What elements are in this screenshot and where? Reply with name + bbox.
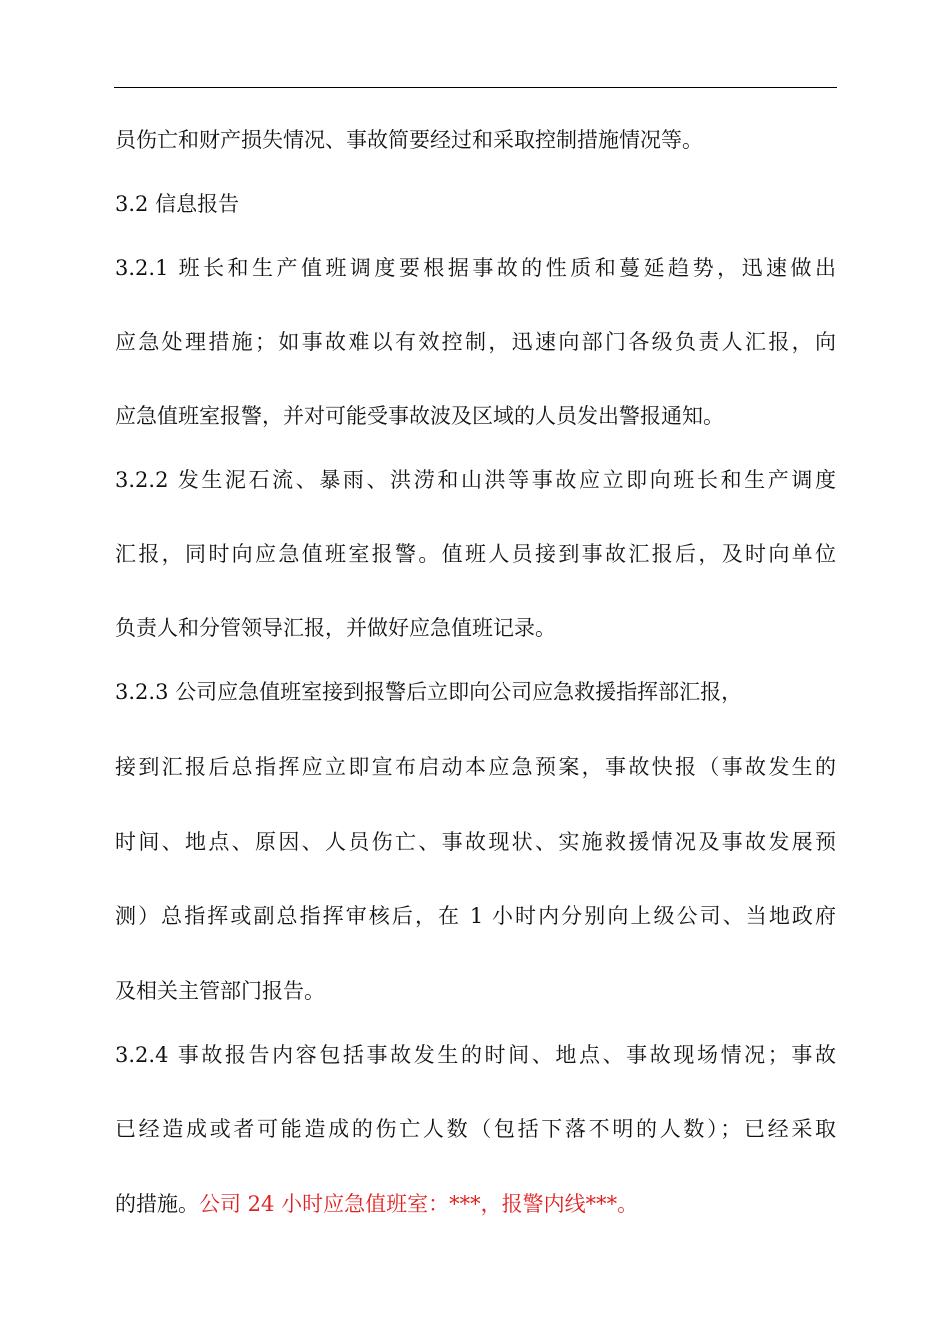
emergency-contact-highlight: 公司 24 小时应急值班室：***，报警内线***。	[199, 1192, 639, 1216]
paragraph-line: 汇报，同时向应急值班室报警。值班人员接到事故汇报后，及时向单位	[115, 542, 836, 566]
paragraph-line: 已经造成或者可能造成的伤亡人数（包括下落不明的人数）；已经采取	[115, 1117, 836, 1141]
paragraph-line: 3.2.1 班长和生产值班调度要根据事故的性质和蔓延趋势，迅速做出	[115, 256, 836, 280]
section-heading: 3.2 信息报告	[115, 192, 240, 216]
paragraph-text: 的措施。	[115, 1192, 199, 1216]
paragraph-line: 及相关主管部门报告。	[115, 979, 325, 1003]
paragraph-line: 接到汇报后总指挥应立即宣布启动本应急预案，事故快报（事故发生的	[115, 755, 836, 779]
header-rule	[114, 87, 837, 88]
paragraph-line: 应急处理措施；如事故难以有效控制，迅速向部门各级负责人汇报，向	[115, 330, 836, 354]
paragraph-line: 3.2.3 公司应急值班室接到报警后立即向公司应急救援指挥部汇报，	[115, 680, 743, 704]
paragraph-line: 负责人和分管领导汇报，并做好应急值班记录。	[115, 616, 556, 640]
paragraph-line: 测）总指挥或副总指挥审核后，在 1 小时内分别向上级公司、当地政府	[115, 904, 836, 928]
paragraph-line: 员伤亡和财产损失情况、事故简要经过和采取控制措施情况等。	[115, 128, 703, 152]
paragraph-line-last	[115, 1189, 836, 1219]
paragraph-line: 时间、地点、原因、人员伤亡、事故现状、实施救援情况及事故发展预	[115, 830, 836, 854]
paragraph-line: 3.2.4 事故报告内容包括事故发生的时间、地点、事故现场情况；事故	[115, 1043, 836, 1067]
paragraph-line: 应急值班室报警，并对可能受事故波及区域的人员发出警报通知。	[115, 404, 724, 428]
paragraph-line: 3.2.2 发生泥石流、暴雨、洪涝和山洪等事故应立即向班长和生产调度	[115, 468, 836, 492]
